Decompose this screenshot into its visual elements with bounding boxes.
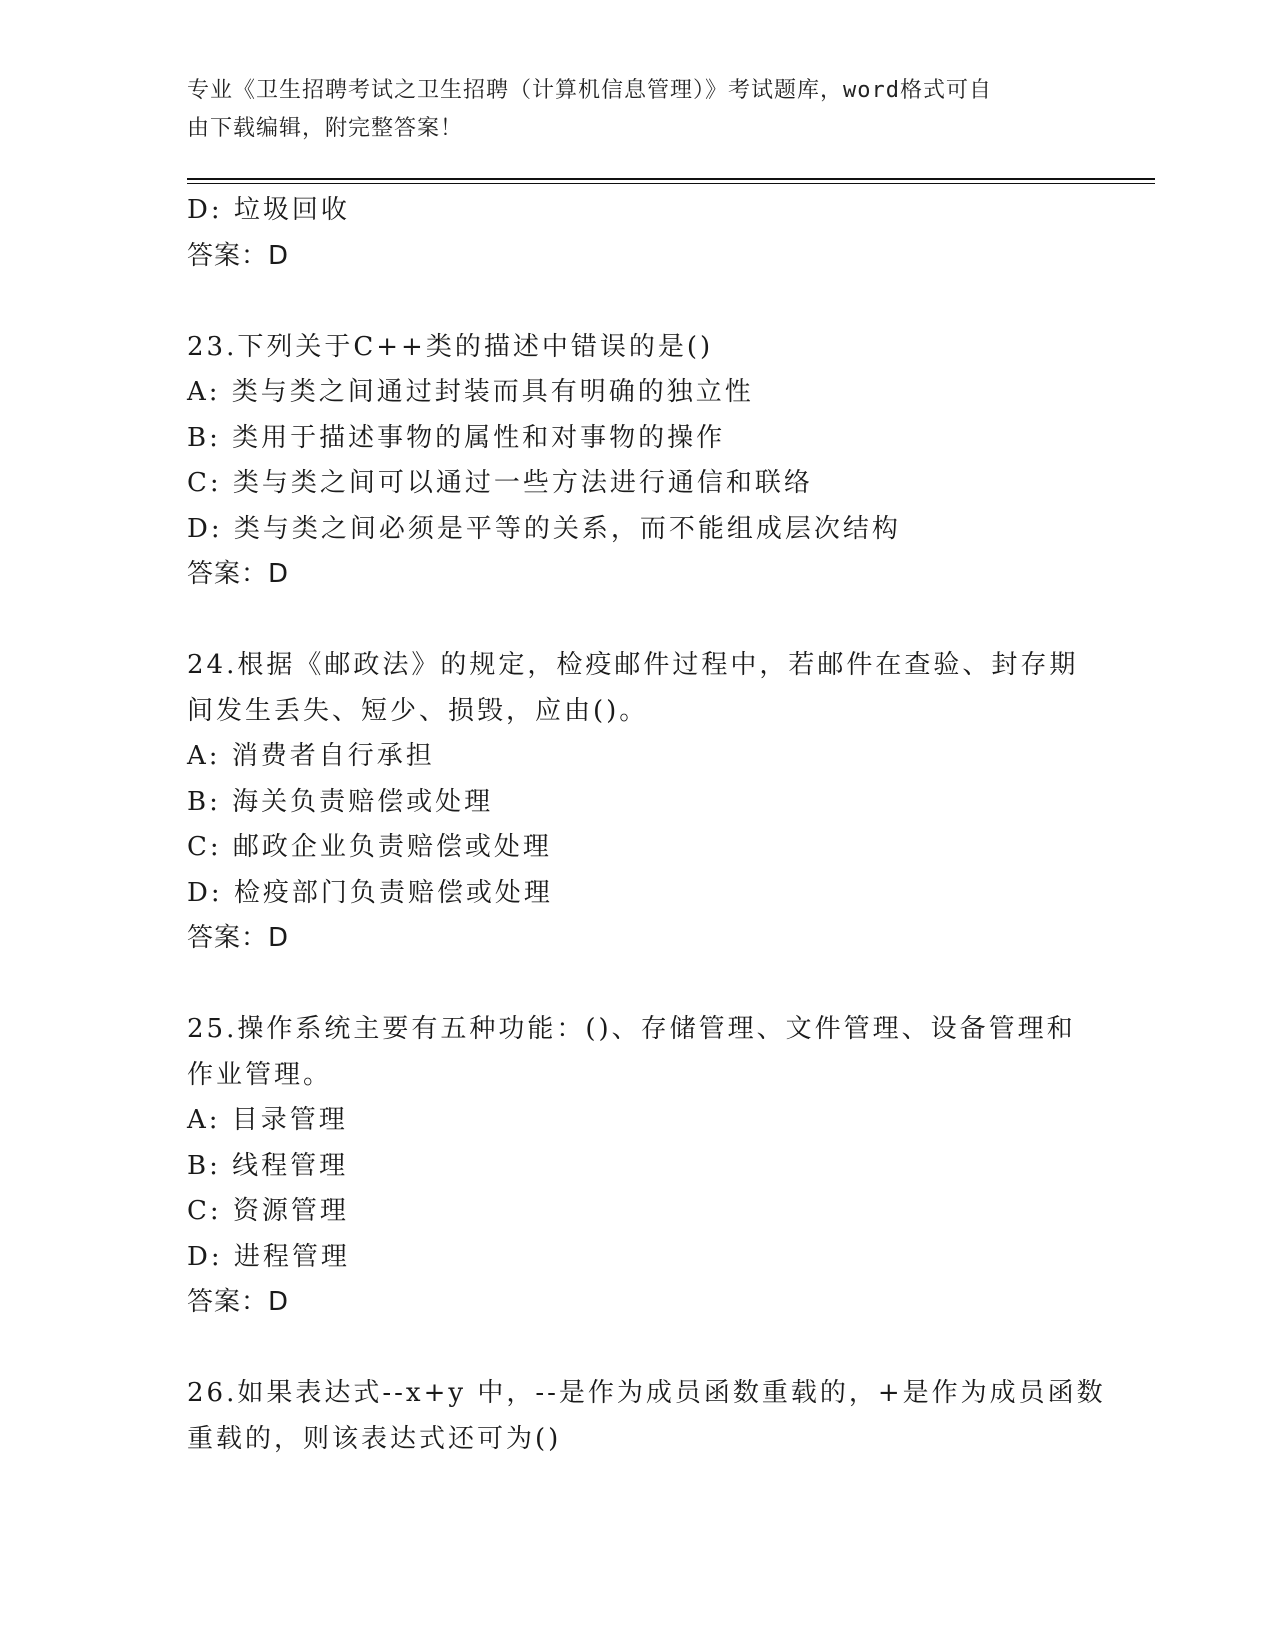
answer-label: 答案：D bbox=[187, 1287, 290, 1317]
spacer bbox=[187, 962, 1087, 1008]
option-a: A: 消费者自行承担 bbox=[187, 741, 435, 771]
question-23 bbox=[187, 325, 1087, 598]
option-a: A: 类与类之间通过封装而具有明确的独立性 bbox=[187, 377, 754, 407]
header-line-2: 由下载编辑，附完整答案！ bbox=[187, 116, 464, 141]
question-stem-line-2: 重载的，则该表达式还可为() bbox=[187, 1423, 562, 1454]
question-stem-line-1: 26.如果表达式--x+y 中，--是作为成员函数重载的，+是作为成员函数 bbox=[187, 1378, 1106, 1408]
question-stem-line-2: 间发生丢失、短少、损毁，应由()。 bbox=[187, 695, 649, 726]
header-divider-thin bbox=[187, 183, 1155, 184]
question-26 bbox=[187, 1371, 1106, 1462]
spacer bbox=[187, 279, 1087, 325]
option-c: C: 邮政企业负责赔偿或处理 bbox=[187, 832, 552, 862]
option-c: C: 资源管理 bbox=[187, 1196, 349, 1226]
spacer bbox=[187, 1326, 1087, 1372]
answer-label: 答案：D bbox=[187, 240, 290, 271]
option-d: D: 检疫部门负责赔偿或处理 bbox=[187, 877, 553, 908]
question-stem-line-1: 24.根据《邮政法》的规定，检疫邮件过程中，若邮件在查验、封存期 bbox=[187, 650, 1079, 680]
option-b: B: 海关负责赔偿或处理 bbox=[187, 786, 494, 817]
option-d: D: 进程管理 bbox=[187, 1241, 350, 1272]
option-b: B: 类用于描述事物的属性和对事物的操作 bbox=[187, 422, 726, 453]
question-stem: 23.下列关于C++类的描述中错误的是() bbox=[187, 331, 714, 362]
option-d: D: 垃圾回收 bbox=[187, 195, 350, 225]
question-22-tail bbox=[187, 188, 1087, 279]
question-stem-line-2: 作业管理。 bbox=[187, 1059, 333, 1090]
option-c: C: 类与类之间可以通过一些方法进行通信和联络 bbox=[187, 468, 813, 498]
answer-label: 答案：D bbox=[187, 923, 290, 953]
question-24 bbox=[187, 643, 1087, 962]
spacer bbox=[187, 598, 1087, 644]
question-25 bbox=[187, 1007, 1087, 1326]
document-header bbox=[187, 72, 1067, 148]
option-a: A: 目录管理 bbox=[187, 1105, 348, 1135]
header-divider-thick bbox=[187, 178, 1155, 180]
answer-label: 答案：D bbox=[187, 559, 290, 589]
question-list bbox=[187, 188, 1106, 1462]
option-d: D: 类与类之间必须是平等的关系，而不能组成层次结构 bbox=[187, 513, 901, 544]
header-line-1: 专业《卫生招聘考试之卫生招聘（计算机信息管理）》考试题库，word格式可自 bbox=[187, 78, 992, 103]
option-b: B: 线程管理 bbox=[187, 1150, 349, 1181]
question-stem-line-1: 25.操作系统主要有五种功能：()、存储管理、文件管理、设备管理和 bbox=[187, 1014, 1076, 1044]
